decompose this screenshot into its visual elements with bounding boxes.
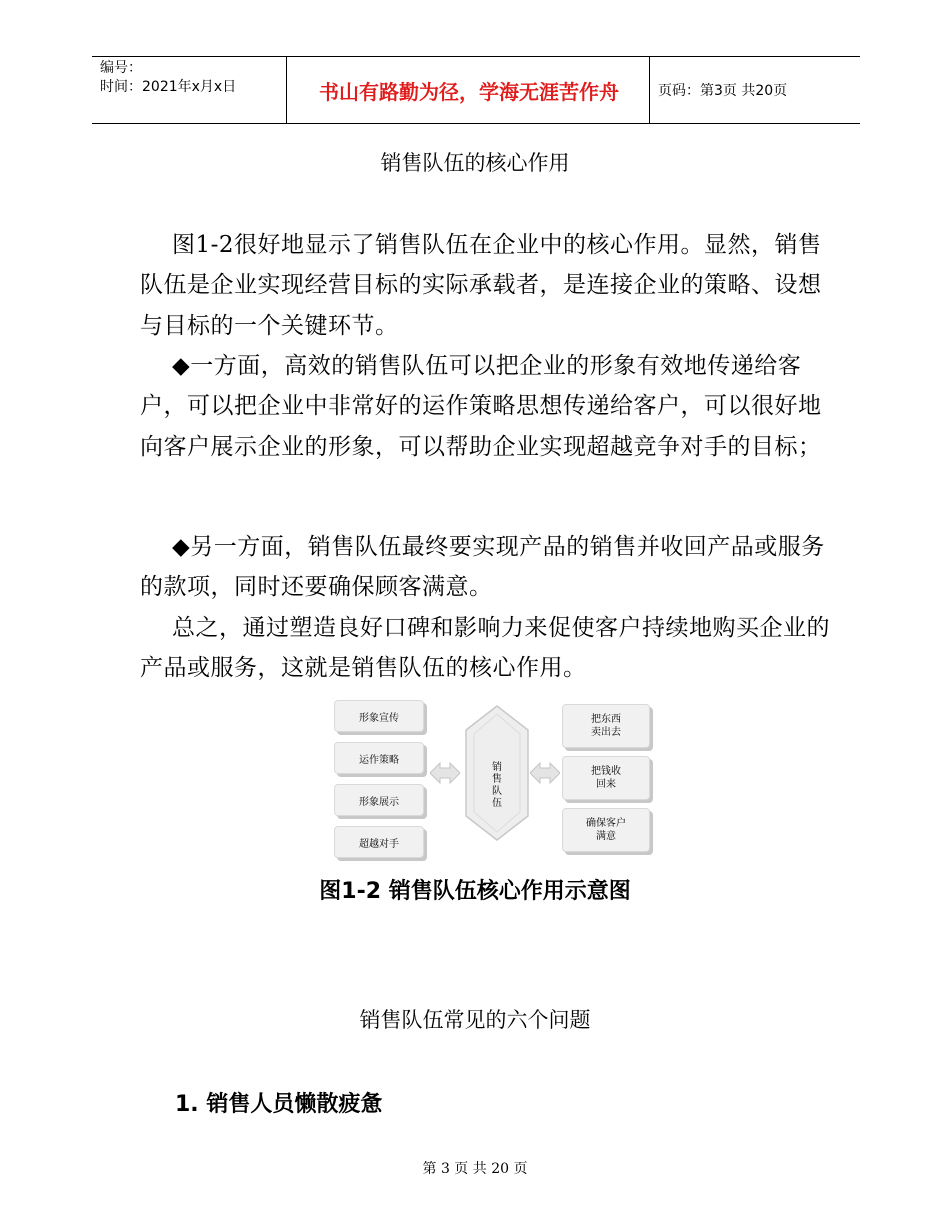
section-title-2: 销售队伍常见的六个问题 <box>359 1008 591 1032</box>
section-title: 销售队伍的核心作用 <box>380 151 570 175</box>
paragraph-text: 总之，通过塑造良好口碑和影响力来促使客户持续地购买企业的产品或服务，这就是销售队伍的核心作用。 <box>140 615 830 682</box>
diagram-left-item: 形象展示 <box>334 784 424 816</box>
diagram-left-item: 运作策略 <box>334 742 424 774</box>
paragraph <box>140 608 836 689</box>
diagram-right-item <box>562 756 650 800</box>
number-label: 编号： <box>100 60 142 76</box>
diagram-right-label: 把钱收回来 <box>591 766 621 790</box>
diagram-right-item <box>562 704 650 748</box>
time-label: 时间：2021年x月x日 <box>100 79 237 95</box>
header-divider <box>286 57 287 123</box>
diagram-right-item <box>562 808 650 852</box>
core-role-diagram <box>330 692 660 864</box>
paragraph-text: ◆一方面，高效的销售队伍可以把企业的形象有效地传递给客户，可以把企业中非常好的运作策略思想传递给客户，可以很好地向客户展示企业的形象，可以帮助企业实现超越竞争对手的目标； <box>140 353 822 460</box>
figure-caption: 图1-2 销售队伍核心作用示意图 <box>319 879 631 904</box>
diagram-left-item: 超越对手 <box>334 826 424 858</box>
header-divider <box>649 57 650 123</box>
heading-1: 1. 销售人员懒散疲惫 <box>175 1092 383 1117</box>
paragraph <box>140 346 836 467</box>
diagram-right-label: 确保客户满意 <box>586 818 626 842</box>
paragraph-text: 图1-2很好地显示了销售队伍在企业中的核心作用。显然，销售队伍是企业实现经营目标的实际承载者，是连接企业的策略、设想与目标的一个关键环节。 <box>140 232 822 339</box>
double-arrow-icon <box>430 760 460 786</box>
diagram-left-item: 形象宣传 <box>334 700 424 732</box>
paragraph <box>140 527 836 608</box>
hexagon-label: 销售队伍 <box>492 762 502 809</box>
diagram-right-label: 把东西卖出去 <box>591 714 621 738</box>
paragraph-text: ◆另一方面，销售队伍最终要实现产品的销售并收回产品或服务的款项，同时还要确保顾客满意。 <box>140 534 825 601</box>
header-page-info: 页码：第3页 共20页 <box>658 83 788 99</box>
double-arrow-icon <box>530 760 560 786</box>
paragraph <box>140 225 836 346</box>
page-footer: 第 3 页 共 20 页 <box>422 1161 528 1177</box>
header-motto: 书山有路勤为径，学海无涯苦作舟 <box>319 79 619 104</box>
document-header <box>92 56 860 124</box>
header-meta <box>100 59 290 97</box>
sales-team-hexagon <box>462 704 532 842</box>
